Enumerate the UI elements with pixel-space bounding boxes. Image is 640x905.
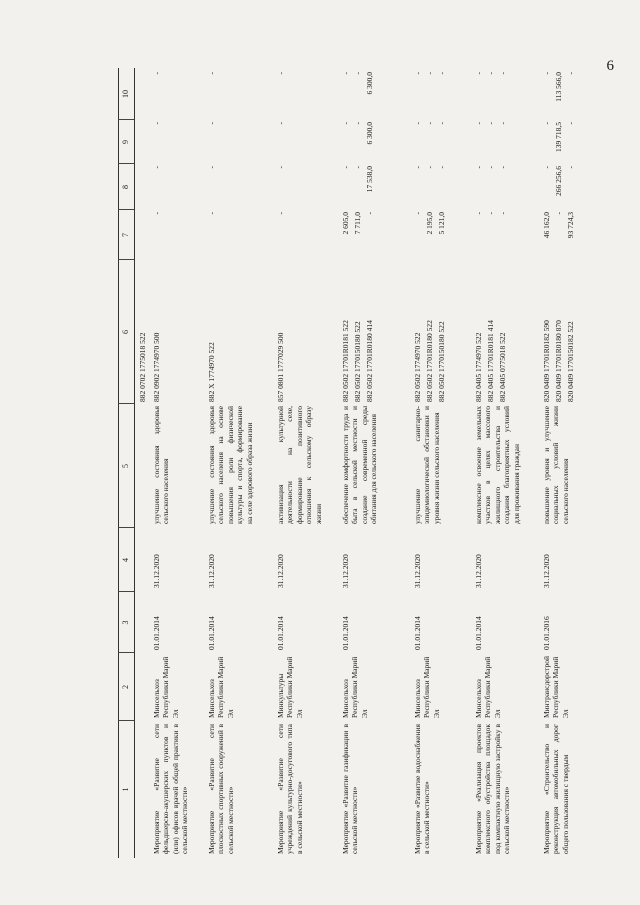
- amount-value: 93 724,3: [566, 212, 575, 239]
- amount-col10: [276, 72, 288, 118]
- amount-value: -: [474, 72, 483, 75]
- end-date: 31.12.2020: [542, 554, 551, 588]
- amount-value: -: [498, 72, 507, 75]
- column-header: 7: [121, 233, 130, 237]
- amount-col8: [207, 166, 219, 208]
- amount-col10: [413, 72, 449, 118]
- amount-value: -: [474, 122, 483, 125]
- amount-col7: [413, 212, 449, 258]
- amount-col7: [341, 212, 377, 258]
- amount-value: -: [207, 166, 216, 169]
- end-date: 31.12.2020: [474, 554, 483, 588]
- budget-codes: [276, 262, 288, 402]
- amount-col8: [152, 166, 164, 208]
- start-date: 01.01.2014: [474, 616, 483, 650]
- end-date: 31.12.2020: [152, 554, 161, 588]
- amount-value: 46 162,0: [542, 212, 551, 239]
- measure-name: Мероприятие «Реализация проектов комплексного обустройства площадок под компактную жилищную застройку в сельской местности»: [474, 724, 512, 854]
- amount-value: -: [353, 122, 362, 125]
- budget-code: 882 0502 17701R0181 522: [341, 320, 350, 402]
- amount-value: -: [276, 212, 285, 215]
- amount-value: -: [566, 122, 575, 125]
- amount-col8: [276, 166, 288, 208]
- column-header: 9: [121, 140, 130, 144]
- budget-code: 882 X 1774970 522: [207, 342, 216, 402]
- measure-name: Мероприятие «Развитие сети фельдшерско-акушерских пунктов и (или) офисов врачей общей практики в сельской местности»: [152, 724, 190, 854]
- column-header: 8: [121, 185, 130, 189]
- amount-value: -: [498, 166, 507, 169]
- budget-codes: [341, 262, 377, 402]
- measure-name: Мероприятие «Строительство и реконструкция автомобильных дорог общего пользования с твердым: [542, 724, 570, 854]
- amount-value: -: [353, 72, 362, 75]
- amount-col10: [152, 72, 164, 118]
- amount-value: -: [425, 166, 434, 169]
- amount-value: -: [437, 166, 446, 169]
- amount-value: -: [413, 122, 422, 125]
- amount-value: -: [207, 122, 216, 125]
- budget-code: 882 0502 1770150180 522: [353, 321, 362, 402]
- budget-code: 882 0702 1775018 522: [138, 332, 147, 402]
- column-header: 5: [121, 464, 130, 468]
- budget-codes: [138, 262, 150, 402]
- measure-name: Мероприятие «Развитие водоснабжения в сельской местности»: [413, 724, 432, 854]
- amount-value: -: [542, 166, 551, 169]
- start-date: 01.01.2016: [542, 616, 551, 650]
- amount-value: -: [474, 166, 483, 169]
- amount-col9: [207, 122, 219, 162]
- budget-codes: [542, 262, 578, 402]
- expected-result: улучшение санитарно-эпидемиологической обстановки и уровня жизни сельского населения: [413, 406, 441, 524]
- expected-result: улучшение состояния здоровья сельского населения на основе повышения роли физической культуры и спорта, формирование на селе здорового образа жизни: [207, 406, 254, 524]
- amount-value: -: [474, 212, 483, 215]
- expected-result: повышение уровня и улучшение социальных условий жизни сельского населения: [542, 406, 570, 524]
- amount-col10: [542, 72, 578, 118]
- amount-col10: [341, 72, 377, 118]
- amount-value: 5 121,0: [437, 212, 446, 235]
- amount-value: 113 566,0: [554, 72, 563, 102]
- program-table: [118, 68, 618, 858]
- amount-value: -: [498, 122, 507, 125]
- amount-col7: [474, 212, 510, 258]
- amount-value: 6 300,0: [365, 72, 374, 95]
- measure-name: Мероприятие «Развитие сети учреждений культурно-досугового типа в сельской местности»: [276, 724, 304, 854]
- amount-col7: [152, 212, 164, 258]
- amount-value: -: [276, 166, 285, 169]
- amount-col8: [474, 166, 510, 208]
- amount-value: -: [486, 72, 495, 75]
- amount-value: -: [152, 166, 161, 169]
- executor: Минкультуры Республики Марий Эл: [276, 656, 304, 718]
- start-date: 01.01.2014: [413, 616, 422, 650]
- column-header: 6: [121, 330, 130, 334]
- amount-value: 6 300,0: [365, 122, 374, 145]
- table-header-rule: [134, 68, 135, 858]
- amount-col9: [276, 122, 288, 162]
- amount-value: -: [498, 212, 507, 215]
- amount-value: -: [486, 212, 495, 215]
- amount-value: -: [425, 72, 434, 75]
- amount-value: -: [365, 212, 374, 215]
- amount-value: -: [554, 212, 563, 215]
- expected-result: обеспечение комфортности труда и быта в сельской местности и создание современной среды обитания для сельского населения: [341, 406, 379, 524]
- amount-col7: [276, 212, 288, 258]
- budget-code: 882 0502 1774970 522: [413, 332, 422, 402]
- amount-value: -: [486, 166, 495, 169]
- budget-code: 882 0502 17701R0180 414: [365, 320, 374, 402]
- amount-value: -: [566, 72, 575, 75]
- budget-code: 820 0409 1770150182 522: [566, 321, 575, 402]
- budget-codes: [152, 262, 164, 402]
- amount-value: -: [341, 166, 350, 169]
- amount-value: 17 538,0: [365, 166, 374, 193]
- column-header: 3: [121, 620, 130, 625]
- column-header: 1: [121, 787, 130, 792]
- budget-code: 882 0502 17701R0180 522: [425, 320, 434, 402]
- amount-value: -: [437, 122, 446, 125]
- start-date: 01.01.2014: [152, 616, 161, 650]
- amount-col10: [207, 72, 219, 118]
- amount-value: -: [413, 166, 422, 169]
- measure-name: Мероприятие «Развитие сети плоскостных спортивных сооружений в сельской местности»: [207, 724, 235, 854]
- budget-codes: [413, 262, 449, 402]
- column-header: 4: [121, 558, 130, 562]
- column-header: 10: [121, 90, 130, 98]
- expected-result: улучшение состояния здоровья сельского населения: [152, 406, 171, 524]
- budget-code: 820 0409 17701R0182 590: [542, 320, 551, 402]
- expected-result: комплексное освоение земельных участков в целях массового жилищного строительства и создания благоприятных условий для проживания граждан: [474, 406, 521, 524]
- budget-codes: [474, 262, 510, 402]
- budget-code: 882 0405 1774970 522: [474, 332, 483, 402]
- amount-col10: [474, 72, 510, 118]
- amount-value: 266 256,6: [554, 166, 563, 196]
- amount-value: -: [542, 122, 551, 125]
- amount-value: -: [276, 72, 285, 75]
- amount-value: -: [413, 212, 422, 215]
- executor: Минтрансдорстрой Республики Марий Эл: [542, 656, 570, 718]
- amount-col9: [542, 122, 578, 162]
- budget-code: 857 0801 1777029 500: [276, 332, 285, 402]
- table-top-rule: [118, 68, 119, 858]
- budget-code: 820 0409 17701R0180 870: [554, 320, 563, 402]
- amount-value: 7 711,0: [353, 212, 362, 235]
- amount-value: -: [542, 72, 551, 75]
- amount-col8: [341, 166, 377, 208]
- amount-value: -: [207, 72, 216, 75]
- amount-col9: [341, 122, 377, 162]
- amount-value: 139 718,5: [554, 122, 563, 152]
- amount-col8: [413, 166, 449, 208]
- executor: Минсельхоз Республики Марий Эл: [152, 656, 180, 718]
- amount-value: -: [566, 166, 575, 169]
- amount-value: -: [207, 212, 216, 215]
- executor: Минсельхоз Республики Марий Эл: [341, 656, 369, 718]
- amount-value: -: [425, 122, 434, 125]
- amount-col9: [474, 122, 510, 162]
- amount-col9: [413, 122, 449, 162]
- amount-col8: [542, 166, 578, 208]
- amount-value: -: [353, 166, 362, 169]
- executor: Минсельхоз Республики Марий Эл: [207, 656, 235, 718]
- amount-value: -: [152, 122, 161, 125]
- budget-code: 882 0502 1770150180 522: [437, 321, 446, 402]
- expected-result: активизация культурной деятельности на селе, формирование позитивного отношения к сельскому образу жизни: [276, 406, 323, 524]
- measure-name: Мероприятие «Развитие газификации в сельской местности»: [341, 724, 360, 854]
- start-date: 01.01.2014: [207, 616, 216, 650]
- amount-value: 2 195,0: [425, 212, 434, 235]
- amount-value: 2 605,0: [341, 212, 350, 235]
- amount-value: -: [152, 72, 161, 75]
- amount-value: -: [413, 72, 422, 75]
- start-date: 01.01.2014: [341, 616, 350, 650]
- amount-col7: [207, 212, 219, 258]
- amount-value: -: [341, 122, 350, 125]
- page-number: 6: [606, 58, 614, 74]
- end-date: 31.12.2020: [207, 554, 216, 588]
- end-date: 31.12.2020: [341, 554, 350, 588]
- end-date: 31.12.2020: [413, 554, 422, 588]
- amount-value: -: [276, 122, 285, 125]
- amount-value: -: [341, 72, 350, 75]
- budget-code: 882 0405 0775018 522: [498, 332, 507, 402]
- column-header: 2: [121, 685, 130, 689]
- start-date: 01.01.2014: [276, 616, 285, 650]
- executor: Минсельхоз Республики Марий Эл: [474, 656, 502, 718]
- executor: Минсельхоз Республики Марий Эл: [413, 656, 441, 718]
- amount-value: -: [152, 212, 161, 215]
- budget-code: 882 0405 17701R0181 414: [486, 320, 495, 402]
- end-date: 31.12.2020: [276, 554, 285, 588]
- amount-col9: [152, 122, 164, 162]
- budget-codes: [207, 262, 219, 402]
- amount-value: -: [437, 72, 446, 75]
- amount-col7: [542, 212, 578, 258]
- budget-code: 882 0902 1774970 500: [152, 332, 161, 402]
- amount-value: -: [486, 122, 495, 125]
